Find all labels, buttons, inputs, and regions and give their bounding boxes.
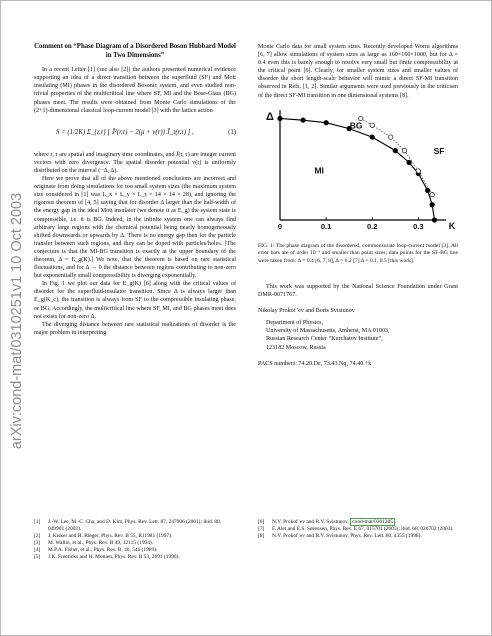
phase-diagram-chart [258, 102, 458, 236]
x-tick-label: 0.2 [367, 221, 378, 231]
reference-item [258, 526, 458, 533]
arxiv-stamp-text: arXiv:cond-mat/0310251v1 10 Oct 2003 [9, 192, 25, 450]
equation [34, 121, 236, 145]
data-point-open [402, 148, 406, 152]
reference-text: J. Kisker and H. Rieger, Phys. Rev. B 55, R11981 (1997). [48, 533, 173, 539]
reference-number: [2] [34, 533, 41, 539]
sf-bg-boundary-line [361, 118, 432, 194]
left-column [34, 43, 236, 337]
data-point-open [430, 192, 434, 196]
right-column [258, 43, 458, 368]
affiliation [258, 319, 458, 351]
reference-item [34, 519, 236, 533]
body-paragraph: In Fig. 1 we plot our data for E_g(K) [6] along with the critical values of disorder for the superfluid-insulator transition. Since Δ is always larger than E_g(K_c), the transition is always from SF to the compressible insulating phase, or BG. Accordingly, the multicritical line where SF, MI, and BG phases meet does not exists for non-zero Δ. [34, 281, 236, 320]
reference-number: [5] [34, 554, 41, 560]
affiliation-line: University of Massachusetts, Amherst, MA 01003, [266, 328, 390, 335]
region-label: SF [433, 145, 445, 156]
data-point-filled [430, 202, 435, 207]
reference-text-part: N.V. Prokof’ev and B.V. Svistunov, [272, 519, 349, 525]
reference-text: F. Alet and E.S. Sørensen, Phys. Rev. E 67, 015701 (2003); ibid. 68, 026702 (2003). [272, 526, 454, 532]
reference-text: N.V. Prokof’ev and B.V. Svistunov, Phys. Rev. Lett. 80, 4355 (1998). [272, 533, 422, 539]
reference-text [272, 519, 458, 526]
body-paragraph: where r, τ are spatial and imaginary time coordinates, and J̄(r, τ) are integer current vectors with zero divergence. The spatial disorder potential v(r) is uniformly distributed on the interval (−Δ, Δ). [34, 151, 236, 174]
reference-number: [6] [258, 519, 265, 525]
reference-text-part: . [394, 519, 397, 525]
data-point-filled [432, 217, 437, 222]
body-paragraph: Here we prove that all of the above mentioned conclusions are incorrect and originate from doing simulations for too small system sizes (the maximum system size considered in [1] was L_x × L_y × L_τ = 14 × 14 × 28), and ignoring the rigorous theorem of [4, 5] saying that for disorder Δ larger than the half-width of the energy gap in the ideal Mott insulator (we denote it as E_g) the system state is compressible, i.e. it is BG. Indeed, in the infinite system one can always find arbitrary large regions with the chemical potential being nearly homogeneously shifted downwards or upwards by Δ. There is no energy gap then for the particle transfer between such regions, and they can be doped with particles/holes. [The conjecture is that the MI-BG transition is exactly at the upper boundary of the theorem, Δ = E_g(K).] We note, that the theorem is based on rare statistical fluctuations, and for Δ → 0 the distance between regions contributing to non-zero but exponentially small compressibility is diverging exponentially. [34, 176, 236, 280]
affiliation-line: 123182 Moscow, Russia [266, 344, 326, 351]
reference-text: J.-W. Lee, M.-C. Cha, and D. Kim, Phys. Rev. Lett. 87, 247006 (2001); ibid. 88, 049901 (2002). [48, 519, 222, 532]
x-tick-label: 0.3 [413, 221, 424, 231]
x-tick-label: 0.1 [320, 221, 332, 231]
reference-text: M.P.A. Fisher, et al., Phys. Rev. B, 40, 546 (1989). [48, 547, 158, 553]
body-paragraph: The diverging distance between rare statistical realizations of disorder is the major problem in interpreting [34, 321, 236, 336]
data-point-open [370, 123, 374, 127]
arxiv-stamp [7, 141, 27, 501]
reference-item [258, 533, 458, 540]
chart-lines [280, 118, 434, 220]
figure-caption: FIG. 1: The phase diagram of the disordered, commensurate loop-current model [3]. All error bars are of order 10⁻³ and smaller than point sizes; data points for the SF-BG line were taken from: Δ = 0.4 [6, 7, 8], Δ = 0.2 [7] Δ = 0.1, 0.5 [this work]. [258, 242, 458, 264]
reference-text: M. Wallin, et al., Phys. Rev. B 49, 12115 (1994). [48, 540, 154, 546]
reference-number: [1] [34, 519, 41, 525]
chart-axes [280, 110, 446, 220]
body-paragraph: Monte Carlo data for small system sizes. Recently developed Worm algorithms [6, 7] allow simulations of system sizes as large as 160×160×1000, but for Δ = 0.4 even this is barely enough to resolve very small but finite compressibility at the critical point [6]. Clearly, for smaller system sizes and smaller values of disorder the short length-scale behavior will mimic a direct SF-MI transition observed in Refs. [1, 2]. Similar arguments were used previously in the criticism of the direct SF-MI transition in one dimensional systems [8]. [258, 44, 458, 99]
reference-text: J.K. Freericks and H. Monien, Phys. Rev. B 53, 2691 (1996). [48, 554, 180, 560]
references-left [34, 519, 236, 561]
reference-item [34, 554, 236, 561]
equation-number: (1) [228, 128, 236, 136]
chart-labels [266, 111, 456, 231]
region-label: BG [349, 120, 363, 131]
affiliation-line: Department of Physics, [266, 320, 324, 327]
arxiv-link[interactable]: cond-mat/0301205 [352, 519, 393, 525]
pacs-numbers: PACS numbers: 74.20.De, 73.43.Nq, 74.40.+k [258, 360, 372, 367]
x-tick-label: 0 [277, 221, 283, 231]
sf-mi-boundary-line [280, 118, 434, 220]
region-label: MI [314, 165, 324, 176]
authors: Nikolay Prokof’ev and Boris Svistunov [258, 308, 355, 315]
reference-number: [8] [258, 533, 265, 539]
reference-item [258, 519, 458, 526]
reference-item [34, 533, 236, 540]
data-point-filled [277, 116, 282, 121]
data-point-filled [324, 120, 329, 125]
data-point-filled [370, 134, 375, 139]
acknowledgment: This work was supported by the National Science Foundation under Grant DMR-0071767. [258, 283, 458, 299]
data-point-filled [407, 160, 412, 165]
phase-diagram-figure [258, 102, 458, 239]
x-axis-label: K [448, 220, 456, 231]
reference-number: [7] [258, 526, 265, 532]
reference-number: [4] [34, 547, 41, 553]
paper-title: Comment on “Phase Diagram of a Disordered Boson Hubbard Model in Two Dimensions” [34, 43, 236, 59]
data-point-filled [300, 117, 305, 122]
data-point-open [388, 135, 392, 139]
data-point-open [416, 168, 420, 172]
intro-paragraph: In a recent Letter [1] (see also [2]) the authors presented numerical evidence supporting an idea of a direct transition between the superfluid (SF) and Mott insulating (MI) phases in the disordered Bosonic system, and even studied non-trivial properties of the multicritical line where SF, MI and the Bose-Glass (BG) phases meet. The results were obtained from Monte Carlo simulations of the (2+1)-dimensional classical loop-current model [3] with the lattice action [34, 67, 236, 114]
reference-item [34, 547, 236, 554]
equation-expression: S = (1/2K) Σ_{r,τ} [ J̄²(r,τ) − 2(μ + v(r)) J̄_τ(r,τ) ] , [56, 128, 194, 136]
y-axis-label: Δ [266, 110, 274, 123]
references-right [258, 519, 458, 540]
reference-number: [3] [34, 540, 41, 546]
data-point-filled [393, 148, 398, 153]
reference-item [34, 540, 236, 547]
data-point-filled [425, 187, 430, 192]
affiliation-line: Russian Research Center “Kurchatov Institute”, [266, 336, 383, 343]
